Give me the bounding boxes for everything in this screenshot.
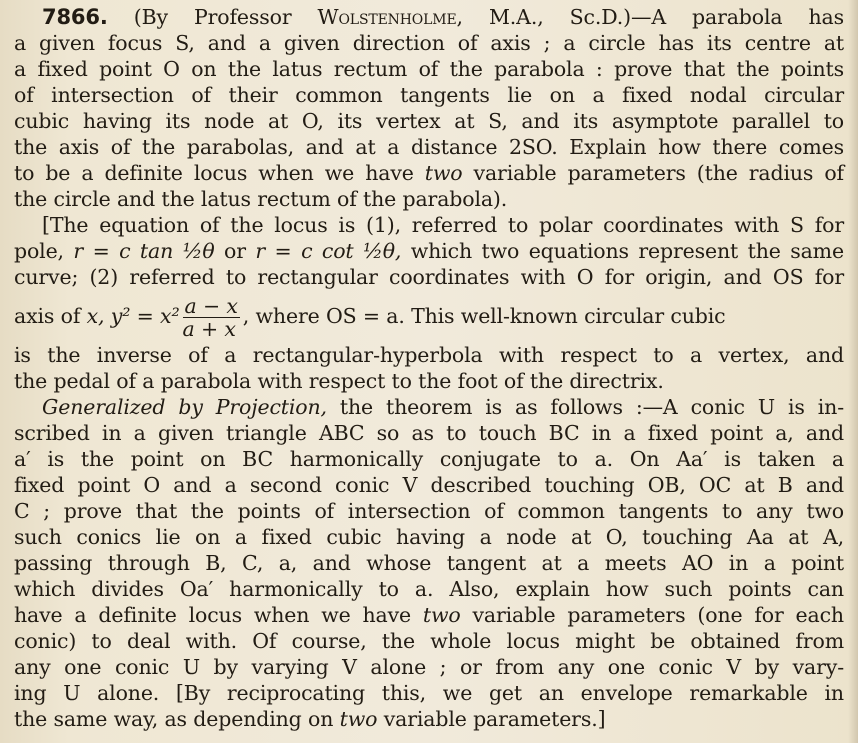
polar-equation-cot: r = c cot ½θ, xyxy=(255,239,402,263)
generalized-line: have a definite locus when we have two variable parameters (one for each xyxy=(14,603,844,627)
generalized-line: conic) to deal with. Of course, the whole locus might be obtained from xyxy=(14,629,844,653)
emphasis-two: two xyxy=(339,707,378,731)
page-edge-shadow xyxy=(848,0,858,743)
solution-line: is the inverse of a rectangular-hyperbola with respect to a vertex, and xyxy=(14,343,844,367)
solution-equation-line: axis of x, y² = x² $\frac{a - x}{a + x}$ , where OS = a. This well-known circular cubic xyxy=(14,294,726,341)
generalized-line: such conics lie on a fixed cubic having a node at O, touching Aa at A, xyxy=(14,525,844,549)
generalized-line: the same way, as depending on two variable parameters.] xyxy=(14,707,606,731)
generalized-line: which divides Oa′ harmonically to a. Also, explain how such points can xyxy=(14,577,844,601)
author-credentials: M.A., Sc.D.)—A parabola has xyxy=(488,5,844,29)
fraction-numerator: a − x xyxy=(184,294,238,318)
problem-line: a given focus S, and a given direction of axis ; a circle has its centre at xyxy=(14,31,844,55)
fraction-denominator: a + x xyxy=(182,317,236,341)
author-name: Wolstenholme, xyxy=(317,5,463,29)
solution-line: [The equation of the locus is (1), referred to polar coordinates with S for xyxy=(42,213,844,237)
problem-number: 7866. xyxy=(42,5,108,29)
problem-line: to be a definite locus when we have two variable parameters (the radius of xyxy=(14,161,844,185)
generalized-heading: Generalized by Projection, xyxy=(42,395,327,419)
generalized-line: scribed in a given triangle ABC so as to touch BC in a fixed point a, and xyxy=(14,421,844,445)
problem-line: a fixed point O on the latus rectum of the parabola : prove that the points xyxy=(14,57,844,81)
problem-header-line xyxy=(14,4,844,30)
solution-line: the pedal of a parabola with respect to the foot of the directrix. xyxy=(14,369,664,393)
emphasis-two: two xyxy=(424,161,463,185)
problem-line: cubic having its node at O, its vertex at S, and its asymptote parallel to xyxy=(14,109,844,133)
generalized-line: fixed point O and a second conic V described touching OB, OC at B and xyxy=(14,473,844,497)
solution-line: pole, r = c tan ½θ or r = c cot ½θ, which two equations represent the same xyxy=(14,239,844,263)
emphasis-two: two xyxy=(422,603,461,627)
generalized-line: ing U alone. [By reciprocating this, we get an envelope remarkable in xyxy=(14,681,844,705)
cartesian-equation: y² = x² xyxy=(110,304,180,328)
problem-line: of intersection of their common tangents lie on a fixed nodal circular xyxy=(14,83,844,107)
solution-line: curve; (2) referred to rectangular coordinates with O for origin, and OS for xyxy=(14,265,844,289)
problem-text-column xyxy=(14,4,844,732)
generalized-line: a′ is the point on BC harmonically conjugate to a. On Aa′ is taken a xyxy=(14,447,844,471)
generalized-line: Generalized by Projection, the theorem is as follows :—A conic U is in- xyxy=(42,395,844,419)
generalized-line: any one conic U by varying V alone ; or from any one conic V by vary- xyxy=(14,655,844,679)
generalized-line: passing through B, C, a, and whose tangent at a meets AO in a point xyxy=(14,551,844,575)
equation-fraction xyxy=(183,295,240,340)
problem-line: the circle and the latus rectum of the parabola). xyxy=(14,187,508,211)
problem-intro: (By Professor xyxy=(133,5,292,29)
generalized-line: C ; prove that the points of intersection of common tangents to any two xyxy=(14,499,844,523)
problem-line: the axis of the parabolas, and at a distance 2SO. Explain how there comes xyxy=(14,135,844,159)
polar-equation-tan: r = c tan ½θ xyxy=(73,239,215,263)
